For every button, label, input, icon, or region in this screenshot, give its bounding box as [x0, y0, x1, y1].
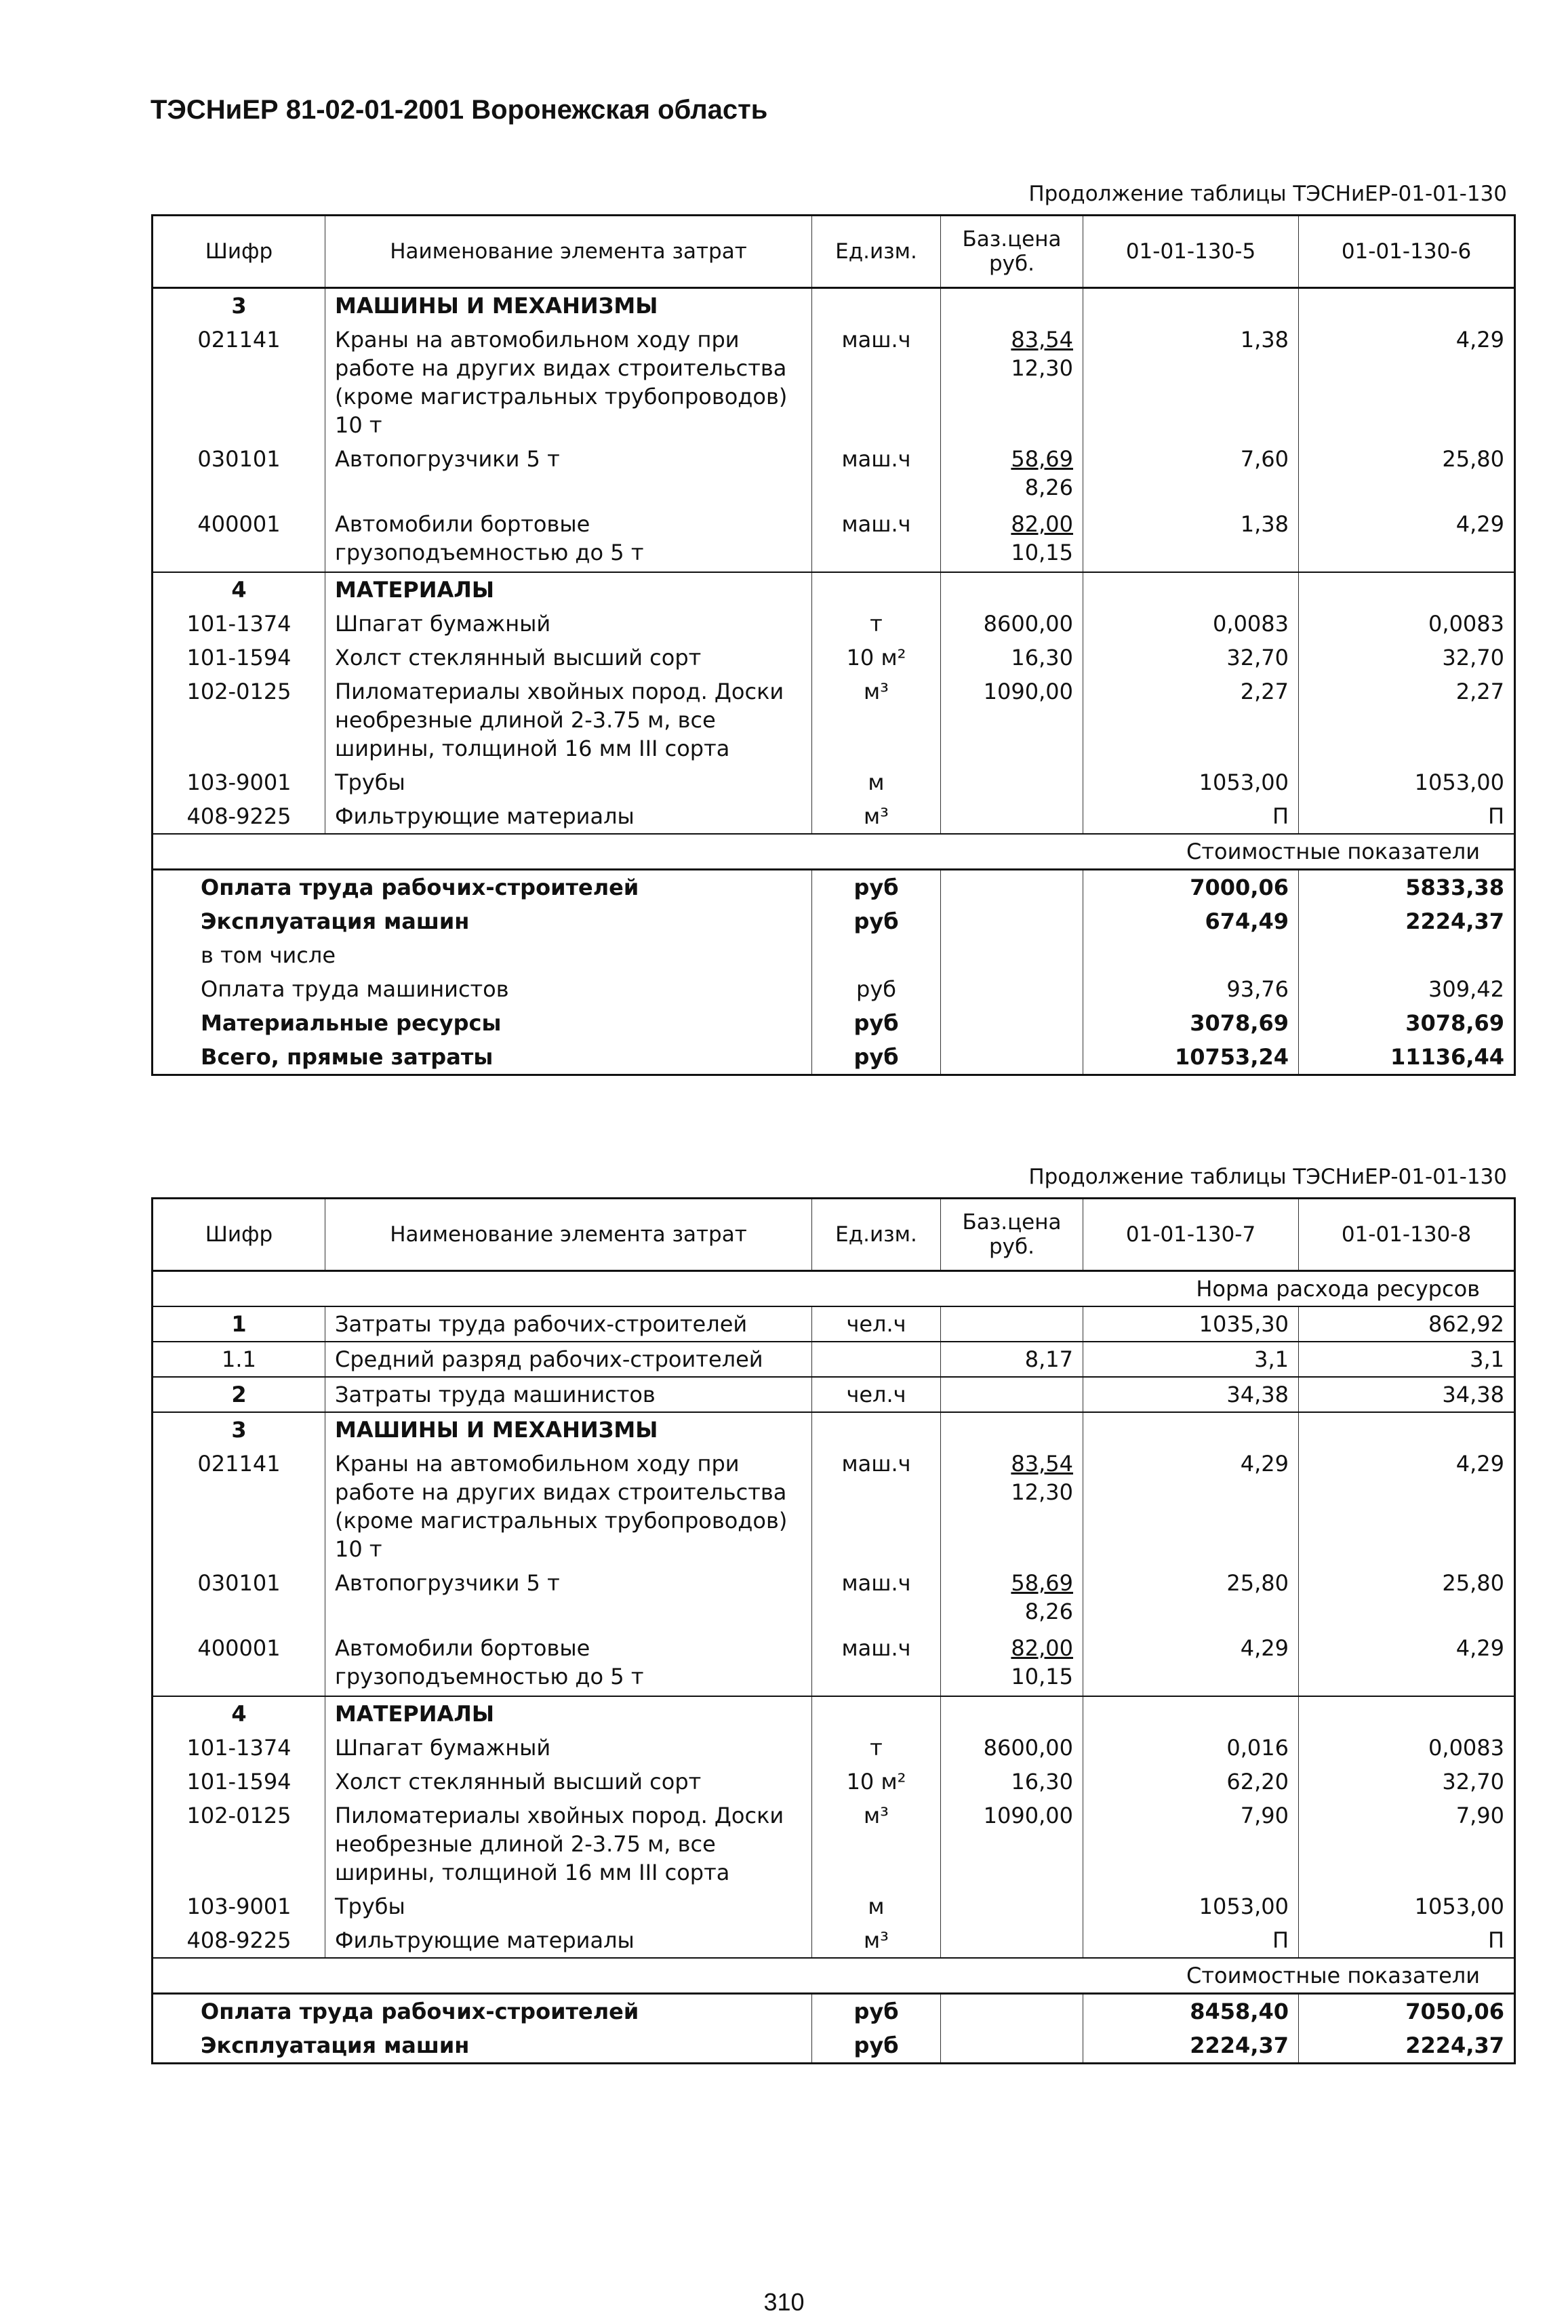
- base-price: [941, 1631, 1083, 1696]
- unit-of-measure: маш.ч: [812, 323, 941, 442]
- summary-row: [153, 938, 1515, 972]
- column-header-variant-2: 01-01-130-8: [1299, 1199, 1515, 1271]
- summary-unit: руб: [812, 2028, 941, 2064]
- norm-value-variant-2: П: [1299, 1923, 1515, 1958]
- norm-value-variant-2: 25,80: [1299, 1566, 1515, 1631]
- resource-code: 030101: [153, 1566, 325, 1631]
- base-price: [941, 507, 1083, 572]
- empty-cell: [941, 1994, 1083, 2029]
- summary-value-variant-2: 3078,69: [1299, 1006, 1515, 1040]
- summary-unit: руб: [812, 1994, 941, 2029]
- resource-code: 408-9225: [153, 1923, 325, 1958]
- norm-value-variant-1: 1,38: [1083, 323, 1299, 442]
- table-header-row: [153, 1199, 1515, 1271]
- empty-cell: [941, 1040, 1083, 1075]
- resource-name: Холст стеклянный высший сорт: [325, 1765, 812, 1799]
- unit-of-measure: 10 м²: [812, 1765, 941, 1799]
- resource-name: Фильтрующие материалы: [325, 799, 812, 834]
- resource-code: 102-0125: [153, 675, 325, 765]
- unit-of-measure: чел.ч: [812, 1377, 941, 1412]
- resource-code: 101-1594: [153, 641, 325, 675]
- resource-code: 021141: [153, 1447, 325, 1566]
- base-price: 1090,00: [941, 675, 1083, 765]
- table-row: [153, 1566, 1515, 1631]
- summary-value-variant-2: 309,42: [1299, 972, 1515, 1006]
- resource-name: Автомобили бортовые грузоподъемностью до 5 т: [325, 507, 812, 572]
- resource-table-1: [151, 214, 1516, 1076]
- norm-value-variant-2: 25,80: [1299, 442, 1515, 507]
- base-price: [941, 1377, 1083, 1412]
- base-price: [941, 799, 1083, 834]
- base-price: [941, 765, 1083, 799]
- resource-name: Автопогрузчики 5 т: [325, 442, 812, 507]
- base-price: 8,17: [941, 1342, 1083, 1377]
- empty-cell: [941, 938, 1083, 972]
- unit-of-measure: т: [812, 1731, 941, 1765]
- norm-value-variant-1: 0,016: [1083, 1731, 1299, 1765]
- table-row: [153, 1447, 1515, 1566]
- empty-cell: [941, 1006, 1083, 1040]
- table-row: [153, 1306, 1515, 1342]
- norm-value-variant-2: 4,29: [1299, 1631, 1515, 1696]
- norm-value-variant-1: 7,90: [1083, 1799, 1299, 1889]
- column-header-name: Наименование элемента затрат: [325, 216, 812, 288]
- base-price: [941, 323, 1083, 442]
- norm-value-variant-2: 4,29: [1299, 1447, 1515, 1566]
- empty-cell: [941, 288, 1083, 323]
- summary-unit: руб: [812, 870, 941, 905]
- summary-row: [153, 904, 1515, 938]
- resource-code: 400001: [153, 507, 325, 572]
- summary-value-variant-2: 11136,44: [1299, 1040, 1515, 1075]
- summary-unit: руб: [812, 1006, 941, 1040]
- norm-value-variant-2: 2,27: [1299, 675, 1515, 765]
- resource-code: 101-1374: [153, 1731, 325, 1765]
- summary-row: [153, 1994, 1515, 2029]
- norm-value-variant-2: 862,92: [1299, 1306, 1515, 1342]
- base-price: 16,30: [941, 1765, 1083, 1799]
- resource-name: Затраты труда машинистов: [325, 1377, 812, 1412]
- unit-of-measure: [812, 1342, 941, 1377]
- resource-name: Холст стеклянный высший сорт: [325, 641, 812, 675]
- base-price: 1090,00: [941, 1799, 1083, 1889]
- empty-cell: [941, 904, 1083, 938]
- unit-of-measure: м: [812, 765, 941, 799]
- base-price: 16,30: [941, 641, 1083, 675]
- resource-name: Затраты труда рабочих-строителей: [325, 1306, 812, 1342]
- norm-value-variant-1: 32,70: [1083, 641, 1299, 675]
- resource-name: Шпагат бумажный: [325, 607, 812, 641]
- empty-cell: [812, 1696, 941, 1731]
- norm-value-variant-2: 4,29: [1299, 507, 1515, 572]
- section-title: МАТЕРИАЛЫ: [325, 1696, 812, 1731]
- table-row: [153, 641, 1515, 675]
- column-header-variant-1: 01-01-130-7: [1083, 1199, 1299, 1271]
- column-header-price: Баз.цена руб.: [941, 216, 1083, 288]
- table-row: [153, 1889, 1515, 1923]
- column-header-code: Шифр: [153, 216, 325, 288]
- section-heading-row: [153, 572, 1515, 607]
- base-price-labor: 12,30: [1011, 1479, 1073, 1505]
- resource-name: Трубы: [325, 765, 812, 799]
- section-title: МАШИНЫ И МЕХАНИЗМЫ: [325, 288, 812, 323]
- summary-value-variant-1: 8458,40: [1083, 1994, 1299, 2029]
- empty-cell: [941, 2028, 1083, 2064]
- empty-cell: [1299, 1412, 1515, 1447]
- resource-code: 103-9001: [153, 765, 325, 799]
- base-price-labor: 12,30: [1011, 355, 1073, 381]
- unit-of-measure: чел.ч: [812, 1306, 941, 1342]
- summary-row: [153, 972, 1515, 1006]
- section-heading-row: [153, 288, 1515, 323]
- summary-value-variant-1: [1083, 938, 1299, 972]
- norm-value-variant-2: 0,0083: [1299, 1731, 1515, 1765]
- table-row: [153, 765, 1515, 799]
- norm-value-variant-2: 0,0083: [1299, 607, 1515, 641]
- table-row: [153, 675, 1515, 765]
- base-price: [941, 1566, 1083, 1631]
- table-row: [153, 1342, 1515, 1377]
- empty-cell: [1299, 572, 1515, 607]
- norm-value-variant-1: 4,29: [1083, 1631, 1299, 1696]
- summary-unit: руб: [812, 1040, 941, 1075]
- base-price: [941, 1889, 1083, 1923]
- norm-value-variant-1: 25,80: [1083, 1566, 1299, 1631]
- table-row: [153, 799, 1515, 834]
- summary-row: [153, 1040, 1515, 1075]
- table-row: [153, 1631, 1515, 1696]
- unit-of-measure: 10 м²: [812, 641, 941, 675]
- column-header-unit: Ед.изм.: [812, 1199, 941, 1271]
- norm-value-variant-2: 1053,00: [1299, 765, 1515, 799]
- resource-name: Средний разряд рабочих-строителей: [325, 1342, 812, 1377]
- base-price-total: 83,54: [1011, 1451, 1073, 1477]
- summary-label: Оплата труда рабочих-строителей: [153, 870, 812, 905]
- resource-name: Автомобили бортовые грузоподъемностью до 5 т: [325, 1631, 812, 1696]
- summary-unit: руб: [812, 904, 941, 938]
- norm-value-variant-2: 3,1: [1299, 1342, 1515, 1377]
- column-header-name: Наименование элемента затрат: [325, 1199, 812, 1271]
- empty-cell: [941, 870, 1083, 905]
- resource-code: 2: [153, 1377, 325, 1412]
- summary-value-variant-2: 7050,06: [1299, 1994, 1515, 2029]
- summary-row: [153, 2028, 1515, 2064]
- norm-value-variant-1: 7,60: [1083, 442, 1299, 507]
- norm-value-variant-2: 4,29: [1299, 323, 1515, 442]
- table-row: [153, 1377, 1515, 1412]
- norm-value-variant-1: 2,27: [1083, 675, 1299, 765]
- resource-name: Краны на автомобильном ходу при работе на других видах строительства (кроме магистральных трубопроводов) 10 т: [325, 323, 812, 442]
- norm-value-variant-1: 62,20: [1083, 1765, 1299, 1799]
- resource-code: 1.1: [153, 1342, 325, 1377]
- table-row: [153, 442, 1515, 507]
- section-number: 3: [153, 1412, 325, 1447]
- summary-value-variant-1: 3078,69: [1083, 1006, 1299, 1040]
- summary-value-variant-1: 93,76: [1083, 972, 1299, 1006]
- subheading-label: Норма расхода ресурсов: [153, 1271, 1515, 1307]
- page-title: ТЭСНиЕР 81-02-01-2001 Воронежская область: [150, 95, 768, 125]
- column-header-unit: Ед.изм.: [812, 216, 941, 288]
- base-price-total: 83,54: [1011, 327, 1073, 353]
- table-row: [153, 1765, 1515, 1799]
- base-price: [941, 1923, 1083, 1958]
- unit-of-measure: м³: [812, 675, 941, 765]
- resource-name: Автопогрузчики 5 т: [325, 1566, 812, 1631]
- table-row: [153, 1923, 1515, 1958]
- norm-value-variant-1: 1,38: [1083, 507, 1299, 572]
- norm-value-variant-2: П: [1299, 799, 1515, 834]
- section-number: 4: [153, 572, 325, 607]
- base-price: [941, 442, 1083, 507]
- base-price-total: 58,69: [1011, 446, 1073, 472]
- resource-code: 102-0125: [153, 1799, 325, 1889]
- resource-code: 408-9225: [153, 799, 325, 834]
- column-header-price: Баз.цена руб.: [941, 1199, 1083, 1271]
- norm-value-variant-2: 34,38: [1299, 1377, 1515, 1412]
- base-price: [941, 1447, 1083, 1566]
- section-number: 3: [153, 288, 325, 323]
- unit-of-measure: маш.ч: [812, 1631, 941, 1696]
- subheading-row: [153, 1958, 1515, 1994]
- summary-unit: руб: [812, 972, 941, 1006]
- empty-cell: [1083, 1696, 1299, 1731]
- table-row: [153, 1799, 1515, 1889]
- unit-of-measure: т: [812, 607, 941, 641]
- base-price-labor: 10,15: [1011, 1664, 1073, 1689]
- resource-code: 103-9001: [153, 1889, 325, 1923]
- norm-value-variant-2: 1053,00: [1299, 1889, 1515, 1923]
- norm-value-variant-1: 0,0083: [1083, 607, 1299, 641]
- resource-code: 1: [153, 1306, 325, 1342]
- norm-value-variant-1: П: [1083, 799, 1299, 834]
- summary-value-variant-2: 2224,37: [1299, 904, 1515, 938]
- base-price: 8600,00: [941, 1731, 1083, 1765]
- subheading-label: Стоимостные показатели: [153, 1958, 1515, 1994]
- empty-cell: [941, 572, 1083, 607]
- section-title: МАШИНЫ И МЕХАНИЗМЫ: [325, 1412, 812, 1447]
- norm-value-variant-1: 1035,30: [1083, 1306, 1299, 1342]
- summary-value-variant-2: 5833,38: [1299, 870, 1515, 905]
- section-title: МАТЕРИАЛЫ: [325, 572, 812, 607]
- resource-code: 101-1594: [153, 1765, 325, 1799]
- base-price-labor: 8,26: [1024, 1599, 1073, 1624]
- base-price-total: 82,00: [1011, 511, 1073, 537]
- base-price-labor: 8,26: [1024, 475, 1073, 500]
- summary-value-variant-1: 674,49: [1083, 904, 1299, 938]
- summary-value-variant-2: 2224,37: [1299, 2028, 1515, 2064]
- empty-cell: [941, 972, 1083, 1006]
- resource-name: Пиломатериалы хвойных пород. Доски необрезные длиной 2-3.75 м, все ширины, толщиной 16 мм III сорта: [325, 1799, 812, 1889]
- summary-label: Оплата труда рабочих-строителей: [153, 1994, 812, 2029]
- table-caption: Продолжение таблицы ТЭСНиЕР-01-01-130: [1028, 182, 1507, 206]
- empty-cell: [941, 1696, 1083, 1731]
- norm-value-variant-1: 1053,00: [1083, 1889, 1299, 1923]
- resource-table-2: [151, 1197, 1516, 2064]
- empty-cell: [1299, 288, 1515, 323]
- column-header-code: Шифр: [153, 1199, 325, 1271]
- section-heading-row: [153, 1696, 1515, 1731]
- norm-value-variant-2: 32,70: [1299, 1765, 1515, 1799]
- unit-of-measure: маш.ч: [812, 442, 941, 507]
- base-price-total: 82,00: [1011, 1635, 1073, 1661]
- summary-label: в том числе: [153, 938, 812, 972]
- resource-code: 400001: [153, 1631, 325, 1696]
- base-price: 8600,00: [941, 607, 1083, 641]
- unit-of-measure: маш.ч: [812, 1566, 941, 1631]
- table-row: [153, 607, 1515, 641]
- empty-cell: [1083, 288, 1299, 323]
- page-number: 310: [763, 2288, 805, 2316]
- norm-value-variant-1: 3,1: [1083, 1342, 1299, 1377]
- empty-cell: [1299, 1696, 1515, 1731]
- table-caption: Продолжение таблицы ТЭСНиЕР-01-01-130: [1028, 1165, 1507, 1189]
- norm-value-variant-1: 4,29: [1083, 1447, 1299, 1566]
- unit-of-measure: м³: [812, 799, 941, 834]
- unit-of-measure: маш.ч: [812, 1447, 941, 1566]
- section-heading-row: [153, 1412, 1515, 1447]
- norm-value-variant-2: 7,90: [1299, 1799, 1515, 1889]
- subheading-label: Стоимостные показатели: [153, 834, 1515, 870]
- resource-code: 021141: [153, 323, 325, 442]
- base-price: [941, 1306, 1083, 1342]
- base-price-total: 58,69: [1011, 1570, 1073, 1596]
- summary-row: [153, 1006, 1515, 1040]
- resource-name: Краны на автомобильном ходу при работе на других видах строительства (кроме магистральных трубопроводов) 10 т: [325, 1447, 812, 1566]
- summary-label: Всего, прямые затраты: [153, 1040, 812, 1075]
- summary-label: Материальные ресурсы: [153, 1006, 812, 1040]
- summary-row: [153, 870, 1515, 905]
- column-header-variant-1: 01-01-130-5: [1083, 216, 1299, 288]
- summary-label: Эксплуатация машин: [153, 2028, 812, 2064]
- resource-name: Фильтрующие материалы: [325, 1923, 812, 1958]
- summary-value-variant-1: 7000,06: [1083, 870, 1299, 905]
- norm-value-variant-2: 32,70: [1299, 641, 1515, 675]
- norm-value-variant-1: 34,38: [1083, 1377, 1299, 1412]
- table-row: [153, 507, 1515, 572]
- table-row: [153, 323, 1515, 442]
- summary-label: Эксплуатация машин: [153, 904, 812, 938]
- summary-unit: [812, 938, 941, 972]
- empty-cell: [941, 1412, 1083, 1447]
- column-header-variant-2: 01-01-130-6: [1299, 216, 1515, 288]
- summary-value-variant-2: [1299, 938, 1515, 972]
- table-header-row: [153, 216, 1515, 288]
- unit-of-measure: м³: [812, 1799, 941, 1889]
- section-number: 4: [153, 1696, 325, 1731]
- unit-of-measure: м³: [812, 1923, 941, 1958]
- summary-label: Оплата труда машинистов: [153, 972, 812, 1006]
- summary-value-variant-1: 2224,37: [1083, 2028, 1299, 2064]
- resource-name: Трубы: [325, 1889, 812, 1923]
- empty-cell: [812, 288, 941, 323]
- norm-value-variant-1: П: [1083, 1923, 1299, 1958]
- unit-of-measure: м: [812, 1889, 941, 1923]
- norm-value-variant-1: 1053,00: [1083, 765, 1299, 799]
- unit-of-measure: маш.ч: [812, 507, 941, 572]
- empty-cell: [812, 1412, 941, 1447]
- table-row: [153, 1731, 1515, 1765]
- subheading-row: [153, 834, 1515, 870]
- base-price-labor: 10,15: [1011, 540, 1073, 565]
- resource-code: 101-1374: [153, 607, 325, 641]
- resource-name: Пиломатериалы хвойных пород. Доски необрезные длиной 2-3.75 м, все ширины, толщиной 16 мм III сорта: [325, 675, 812, 765]
- empty-cell: [1083, 572, 1299, 607]
- resource-code: 030101: [153, 442, 325, 507]
- empty-cell: [1083, 1412, 1299, 1447]
- resource-name: Шпагат бумажный: [325, 1731, 812, 1765]
- subheading-row: [153, 1271, 1515, 1307]
- empty-cell: [812, 572, 941, 607]
- summary-value-variant-1: 10753,24: [1083, 1040, 1299, 1075]
